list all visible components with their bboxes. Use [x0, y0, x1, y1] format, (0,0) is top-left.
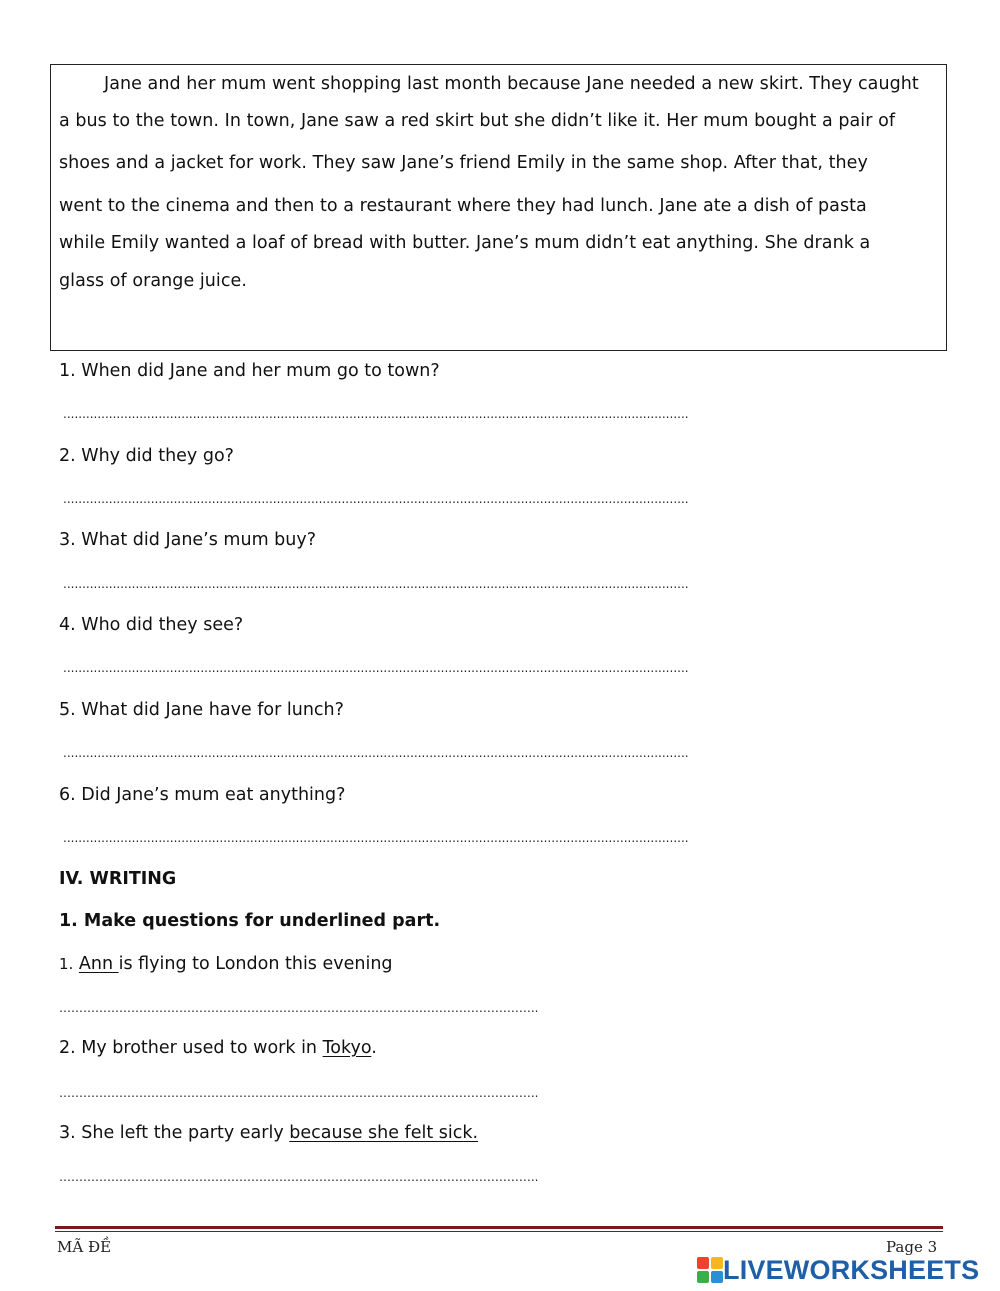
liveworksheets-logo-text: LIVEWORKSHEETS — [723, 1255, 980, 1285]
writing-question-2 — [59, 1037, 377, 1059]
footer-code: MÃ ĐỀ — [57, 1238, 112, 1256]
passage-line-3: shoes and a jacket for work. They saw Jane’s friend Emily in the same shop. After that, they — [59, 153, 868, 173]
writing-task-title: 1. Make questions for underlined part. — [59, 911, 441, 931]
footer-rule-thin — [55, 1231, 943, 1232]
writing-q1-underlined: Ann — [78, 954, 119, 974]
reading-passage-box — [50, 64, 947, 351]
footer-page-number: Page 3 — [886, 1238, 938, 1256]
reading-question-6: 6. Did Jane’s mum eat anything? — [59, 785, 346, 805]
footer-rule-thick — [55, 1226, 943, 1229]
writing-q2-underlined: Tokyo — [322, 1038, 372, 1058]
writing-answer-line-2[interactable]: ……………………………………………………………………………….……………………….. — [59, 1088, 539, 1098]
reading-question-1: 1. When did Jane and her mum go to town? — [59, 361, 440, 381]
reading-question-2: 2. Why did they go? — [59, 446, 234, 466]
answer-line-5[interactable]: .................................................................................................................................................................... — [63, 749, 689, 757]
answer-line-2[interactable]: .................................................................................................................................................................... — [63, 495, 689, 503]
liveworksheets-logo — [697, 1256, 979, 1284]
writing-q1-number: 1. — [59, 955, 74, 973]
writing-section-title: IV. WRITING — [59, 869, 177, 889]
passage-line-6: glass of orange juice. — [59, 271, 247, 291]
passage-line-1: Jane and her mum went shopping last month because Jane needed a new skirt. They caught — [104, 74, 919, 94]
answer-line-3[interactable]: .................................................................................................................................................................... — [63, 580, 689, 588]
writing-question-1 — [59, 953, 393, 975]
liveworksheets-logo-icon — [697, 1257, 723, 1283]
writing-q2-after: . — [371, 1038, 377, 1058]
writing-answer-line-3[interactable]: ……………………………………………………………………………….……………………….. — [59, 1172, 539, 1182]
passage-line-4: went to the cinema and then to a restaurant where they had lunch. Jane ate a dish of pasta — [59, 196, 867, 216]
writing-q3-before: 3. She left the party early — [59, 1123, 290, 1143]
reading-question-3: 3. What did Jane’s mum buy? — [59, 530, 317, 550]
answer-line-6[interactable]: .................................................................................................................................................................... — [63, 834, 689, 842]
passage-line-5: while Emily wanted a loaf of bread with butter. Jane’s mum didn’t eat anything. She drank a — [59, 233, 871, 253]
writing-answer-line-1[interactable]: ……………………………………………………………………………….……………………….. — [59, 1003, 539, 1013]
answer-line-4[interactable]: .................................................................................................................................................................... — [63, 664, 689, 672]
passage-line-2: a bus to the town. In town, Jane saw a red skirt but she didn’t like it. Her mum bought a pair of — [59, 111, 896, 131]
writing-q3-underlined: because she felt sick. — [289, 1123, 479, 1143]
reading-question-4: 4. Who did they see? — [59, 615, 244, 635]
writing-question-3 — [59, 1122, 478, 1144]
answer-line-1[interactable]: .................................................................................................................................................................... — [63, 410, 689, 418]
writing-q2-before: 2. My brother used to work in — [59, 1038, 323, 1058]
reading-question-5: 5. What did Jane have for lunch? — [59, 700, 344, 720]
writing-q1-rest: is flying to London this evening — [118, 954, 393, 974]
